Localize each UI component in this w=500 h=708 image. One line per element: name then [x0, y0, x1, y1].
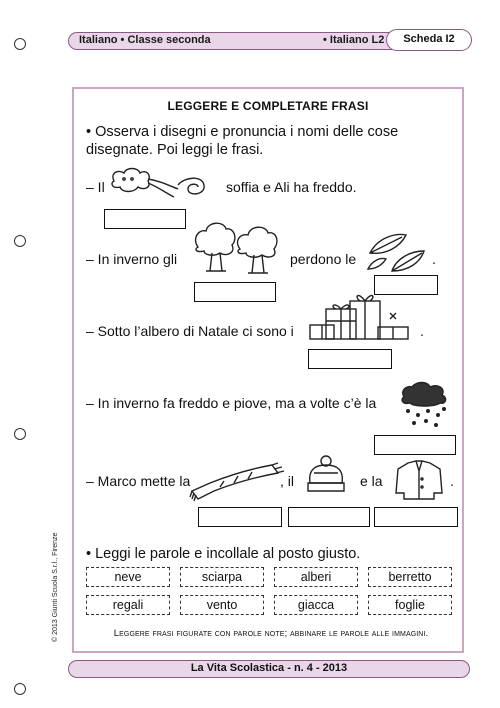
sentence-4-start: – In inverno fa freddo e piove, ma a volte c’è la — [86, 395, 377, 411]
worksheet-title: LEGGERE E COMPLETARE FRASI — [167, 99, 369, 113]
trees-icon — [192, 219, 282, 277]
binder-hole-upper — [14, 235, 26, 247]
sentence-2-end: perdono le — [290, 251, 357, 267]
answer-box-3[interactable] — [308, 349, 392, 369]
hat-icon — [304, 455, 348, 495]
binder-hole-lower — [14, 428, 26, 440]
binder-hole-bottom — [14, 683, 26, 695]
word-card[interactable]: foglie — [368, 595, 452, 615]
leaves-icon — [366, 229, 430, 275]
word-card[interactable]: alberi — [274, 567, 358, 587]
sentence-5-mid-1: , il — [280, 473, 294, 489]
word-card[interactable]: giacca — [274, 595, 358, 615]
wind-icon — [108, 167, 208, 203]
sentence-3-start: – Sotto l’albero di Natale ci sono i — [86, 323, 294, 339]
word-card[interactable]: vento — [180, 595, 264, 615]
answer-box-5c[interactable] — [374, 507, 458, 527]
scarf-icon — [190, 463, 284, 499]
instruction-observe: • Osserva i disegni e pronuncia i nomi delle cose disegnate. Poi leggi le frasi. — [86, 124, 399, 158]
gifts-icon — [306, 287, 414, 343]
binder-hole-top — [14, 38, 26, 50]
answer-box-5a[interactable] — [198, 507, 282, 527]
sentence-1-start: – Il — [86, 179, 105, 195]
word-card[interactable]: berretto — [368, 567, 452, 587]
instruction-paste: • Leggi le parole e incollale al posto giusto. — [86, 546, 361, 562]
answer-box-4[interactable] — [374, 435, 456, 455]
sentence-5-start: – Marco mette la — [86, 473, 191, 489]
header-subject: Italiano • Classe seconda — [79, 34, 211, 46]
sentence-5-mid-2: e la — [360, 473, 383, 489]
worksheet-frame — [72, 87, 464, 653]
word-card[interactable]: neve — [86, 567, 170, 587]
sentence-3-dot: . — [420, 323, 424, 339]
sentence-2-dot: . — [432, 251, 436, 267]
worksheet-tag: Scheda I2 — [386, 29, 472, 51]
sentence-1-end: soffia e Ali ha freddo. — [226, 179, 357, 195]
word-card[interactable]: regali — [86, 595, 170, 615]
sentence-5-dot: . — [450, 473, 454, 489]
answer-box-5b[interactable] — [288, 507, 370, 527]
copyright: © 2013 Giunti Scuola S.r.l., Firenze — [52, 532, 59, 642]
answer-box-1[interactable] — [104, 209, 186, 229]
answer-box-2a[interactable] — [194, 282, 276, 302]
sentence-2-start: – In inverno gli — [86, 251, 178, 267]
jacket-icon — [394, 459, 444, 503]
header-section: • Italiano L2 — [323, 34, 385, 46]
teacher-note: Leggere frasi figurate con parole note; abbinare le parole alle immagini. — [113, 628, 429, 639]
footer-bar: La Vita Scolastica - n. 4 - 2013 — [68, 660, 470, 678]
snow-cloud-icon — [398, 383, 458, 427]
word-card[interactable]: sciarpa — [180, 567, 264, 587]
